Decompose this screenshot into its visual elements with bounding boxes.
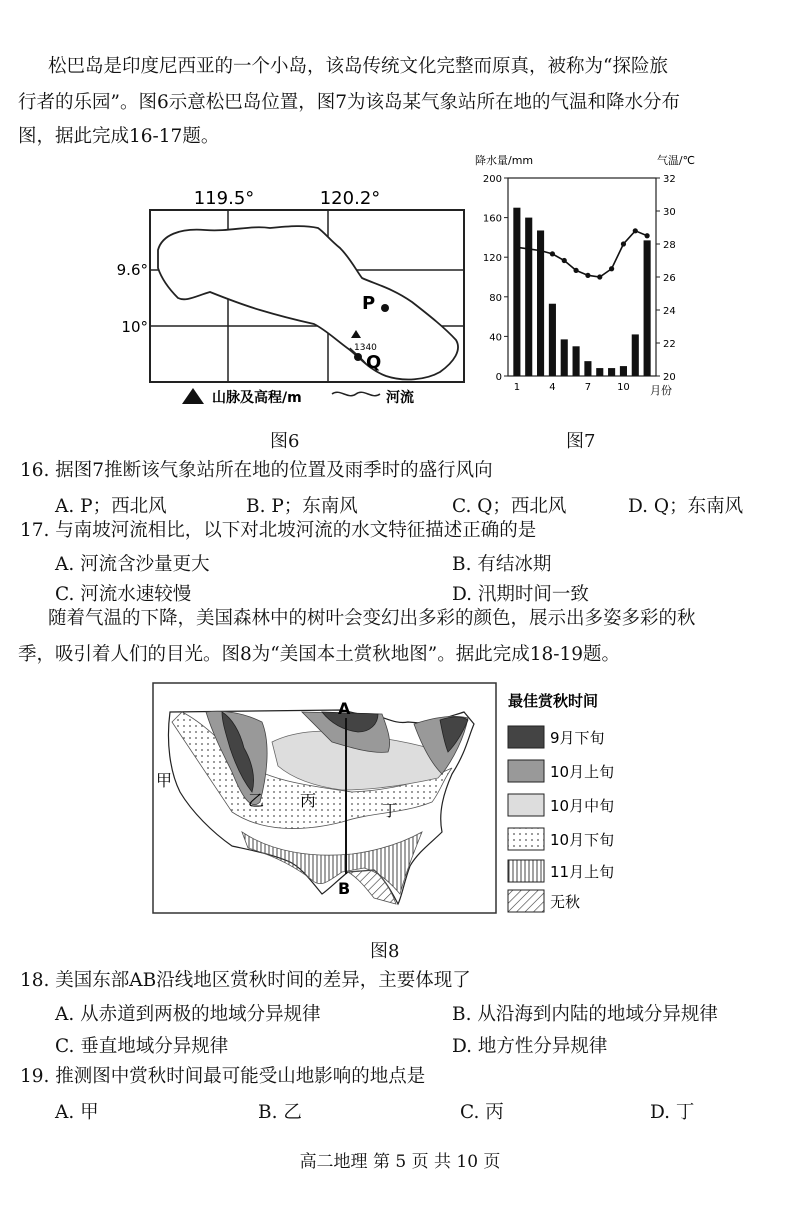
legend-mountain-label: 山脉及高程/m xyxy=(212,390,302,406)
lat-label-9-6: 9.6° xyxy=(116,261,148,279)
intro1-line3: 图，据此完成16-17题。 xyxy=(18,126,220,147)
temperature-point-10 xyxy=(621,241,626,246)
right-tick-label: 26 xyxy=(663,273,676,284)
legend-label-oct-early: 10月上旬 xyxy=(550,763,615,781)
point-p-label: P xyxy=(362,293,376,314)
temperature-point-5 xyxy=(562,258,567,263)
temperature-point-1 xyxy=(514,245,519,250)
question-16-stem: 16. 据图7推断该气象站所在地的位置及雨季时的盛行风向 xyxy=(20,460,493,481)
temperature-point-11 xyxy=(633,228,638,233)
q18-option-c[interactable]: C. 垂直地域分异规律 xyxy=(55,1036,229,1057)
legend-mountain-icon xyxy=(182,388,204,404)
right-tick-label: 28 xyxy=(663,240,676,251)
left-tick-label: 40 xyxy=(489,332,502,344)
legend-swatch-oct-late xyxy=(508,828,544,850)
legend-label-nov-early: 11月上旬 xyxy=(550,863,615,881)
figure-6-caption: 图6 xyxy=(270,431,300,452)
q19-option-c[interactable]: C. 丙 xyxy=(460,1102,504,1123)
precip-bar-10 xyxy=(620,366,627,376)
left-tick-label: 0 xyxy=(495,372,502,383)
page-footer: 高二地理 第 5 页 共 10 页 xyxy=(299,1152,501,1172)
temperature-point-6 xyxy=(573,268,578,273)
point-q-label: Q xyxy=(366,352,382,373)
precip-bar-5 xyxy=(561,339,568,376)
figure-7-climate-chart xyxy=(470,150,700,400)
q19-option-d[interactable]: D. 丁 xyxy=(650,1102,695,1123)
right-tick-label: 32 xyxy=(663,174,676,185)
precip-bar-4 xyxy=(549,304,556,376)
legend-swatch-no-autumn xyxy=(508,890,544,912)
legend-river-icon xyxy=(332,392,380,395)
precip-bar-6 xyxy=(573,346,580,376)
q18-option-a[interactable]: A. 从赤道到两极的地域分异规律 xyxy=(55,1004,321,1025)
right-tick-label: 22 xyxy=(663,339,676,350)
q17-option-d[interactable]: D. 汛期时间一致 xyxy=(452,584,589,605)
q17-option-c[interactable]: C. 河流水速较慢 xyxy=(55,584,192,605)
label-a: A xyxy=(338,699,351,718)
point-q-marker xyxy=(354,353,362,361)
temperature-point-7 xyxy=(585,273,590,278)
legend-swatch-oct-early xyxy=(508,760,544,782)
legend-swatch-sep-late xyxy=(508,726,544,748)
lat-label-10: 10° xyxy=(121,318,148,336)
peak-elevation-label: 1340 xyxy=(354,343,377,353)
legend-label-oct-mid: 10月中旬 xyxy=(550,797,615,815)
legend-title: 最佳赏秋时间 xyxy=(508,692,599,710)
precip-bar-7 xyxy=(584,361,591,376)
left-tick-label: 80 xyxy=(489,292,502,304)
left-tick-label: 120 xyxy=(482,253,502,265)
x-tick-label: 10 xyxy=(617,382,630,393)
intro1-line2: 行者的乐园”。图6示意松巴岛位置，图7为该岛某气象站所在地的气温和降水分布 xyxy=(18,92,681,113)
x-tick-label: 7 xyxy=(584,382,592,393)
q19-option-b[interactable]: B. 乙 xyxy=(258,1102,302,1123)
label-yi: 乙 xyxy=(248,791,265,810)
legend-river-label: 河流 xyxy=(386,390,414,406)
right-tick-label: 30 xyxy=(663,207,676,218)
right-tick-label: 24 xyxy=(663,306,676,317)
precip-bar-9 xyxy=(608,368,615,376)
lon-label-120-2: 120.2° xyxy=(319,188,381,209)
left-tick-label: 160 xyxy=(482,213,502,225)
question-17-stem: 17. 与南坡河流相比，以下对北坡河流的水文特征描述正确的是 xyxy=(20,520,537,541)
temperature-point-4 xyxy=(550,251,555,256)
precip-bar-1 xyxy=(513,208,520,376)
intro2-line2: 季，吸引着人们的目光。图8为“美国本土赏秋地图”。据此完成18-19题。 xyxy=(18,644,621,665)
q16-option-d[interactable]: D. Q；东南风 xyxy=(628,496,744,517)
label-ding: 丁 xyxy=(382,801,399,820)
figure-8-caption: 图8 xyxy=(370,941,400,962)
q16-option-c[interactable]: C. Q；西北风 xyxy=(452,496,567,517)
x-tick-label: 1 xyxy=(513,382,521,393)
q17-option-b[interactable]: B. 有结冰期 xyxy=(452,554,552,575)
label-b: B xyxy=(338,879,351,898)
figure-8-us-map xyxy=(152,682,642,915)
temperature-point-9 xyxy=(609,266,614,271)
precip-bar-12 xyxy=(644,240,651,376)
question-18-stem: 18. 美国东部AB沿线地区赏秋时间的差异，主要体现了 xyxy=(20,970,471,991)
right-tick-label: 20 xyxy=(663,372,676,383)
q16-option-b[interactable]: B. P；东南风 xyxy=(246,496,358,517)
lon-label-119-5: 119.5° xyxy=(193,188,255,209)
left-tick-label: 200 xyxy=(482,174,502,185)
figure-6-map xyxy=(100,180,480,415)
legend-label-sep-late: 9月下旬 xyxy=(550,729,605,747)
legend-swatch-nov-early xyxy=(508,860,544,882)
label-bing: 丙 xyxy=(300,791,317,810)
precip-bar-2 xyxy=(525,218,532,376)
q17-option-a[interactable]: A. 河流含沙量更大 xyxy=(55,554,210,575)
temperature-point-8 xyxy=(597,274,602,279)
x-unit-label: 月份 xyxy=(650,384,672,397)
temperature-point-3 xyxy=(538,248,543,253)
precip-bar-8 xyxy=(596,368,603,376)
temperature-point-12 xyxy=(645,233,650,238)
left-axis-title: 降水量/mm xyxy=(475,154,534,167)
q18-option-b[interactable]: B. 从沿海到内陆的地域分异规律 xyxy=(452,1004,718,1025)
x-tick-label: 4 xyxy=(549,382,556,393)
figure-7-caption: 图7 xyxy=(566,431,596,452)
label-jia: 甲 xyxy=(156,771,173,790)
q18-option-d[interactable]: D. 地方性分异规律 xyxy=(452,1036,608,1057)
question-19-stem: 19. 推测图中赏秋时间最可能受山地影响的地点是 xyxy=(20,1066,426,1087)
intro1-line1: 松巴岛是印度尼西亚的一个小岛，该岛传统文化完整而原真，被称为“探险旅 xyxy=(48,56,668,77)
q16-option-a[interactable]: A. P；西北风 xyxy=(55,496,167,517)
legend-label-no-autumn: 无秋 xyxy=(550,893,581,911)
point-p-marker xyxy=(381,304,389,312)
precip-bar-11 xyxy=(632,334,639,376)
intro2-line1: 随着气温的下降，美国森林中的树叶会变幻出多彩的颜色，展示出多姿多彩的秋 xyxy=(48,608,696,629)
temperature-point-2 xyxy=(526,246,531,251)
legend-label-oct-late: 10月下旬 xyxy=(550,831,615,849)
legend-swatch-oct-mid xyxy=(508,794,544,816)
q19-option-a[interactable]: A. 甲 xyxy=(55,1102,99,1123)
right-axis-title: 气温/℃ xyxy=(656,154,695,167)
